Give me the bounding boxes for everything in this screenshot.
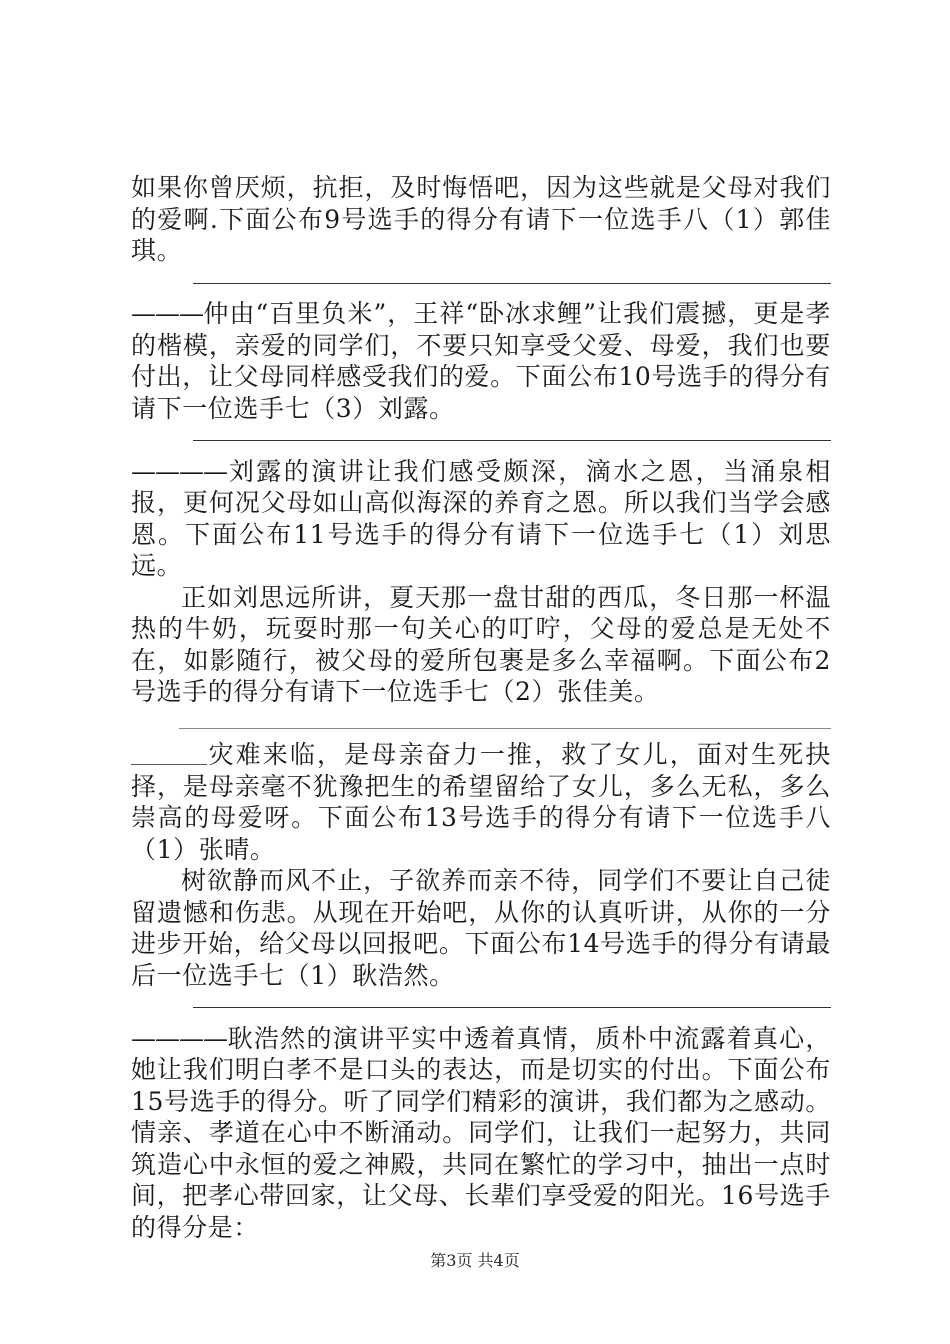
separator-rule [193,283,831,284]
paragraph-2-text: 仲由“百里负米”，王祥“卧冰求鲤”让我们震撼，更是孝的楷模，亲爱的同学们，不要只知享受父爱、母爱，我们也要付出，让父母同样感受我们的爱。下面公布10号选手的得分有请下一位选手七（3）刘露。 [131,299,831,423]
paragraph-7-text: 耿浩然的演讲平实中透着真情，质朴中流露着真心，她让我们明白孝不是口头的表达，而是切实的付出。下面公布15号选手的得分。听了同学们精彩的演讲，我们都为之感动。情亲、孝道在心中不断涌动。同学们，让我们一起努力，共同筑造心中永恒的爱之神殿，共同在繁忙的学习中，抽出一点时间，把孝心带回家，让父母、长辈们享受爱的阳光。16号选手的得分是： [131,1023,831,1242]
separator-line [131,708,831,740]
paragraph-2 [131,298,831,424]
separator-rule [193,440,831,441]
separator-rule [179,728,831,729]
paragraph-5-text: 灾难来临，是母亲奋力一推，救了女儿，面对生死抉择，是母亲毫不犹豫把生的希望留给了女儿，多么无私，多么崇高的母爱呀。下面公布13号选手的得分有请下一位选手八（1）张晴。 [131,740,831,864]
paragraph-4: 正如刘思远所讲，夏天那一盘甘甜的西瓜，冬日那一杯温热的牛奶，玩耍时那一句关心的叮咛，父母的爱总是无处不在，如影随行，被父母的爱所包裹是多么幸福啊。下面公布2号选手的得分有请下一位选手七（2）张佳美。 [131,582,831,706]
separator-line [131,991,831,1023]
page-footer: 第3页 共4页 [430,1251,520,1270]
paragraph-3 [131,456,831,582]
paragraph-7-lead: ———— [131,1023,227,1053]
paragraph-3-lead: ———— [131,456,227,486]
paragraph-2-lead: ——— [131,299,203,328]
document-body [131,172,831,1243]
blank-underline [131,740,207,765]
separator-line [131,267,831,299]
separator-line [131,424,831,456]
paragraph-1: 如果你曾厌烦，抗拒，及时悔悟吧，因为这些就是父母对我们的爱啊.下面公布9号选手的得分有请下一位选手八（1）郭佳琪。 [131,173,831,265]
paragraph-5 [131,739,831,865]
separator-rule [193,1007,831,1008]
paragraph-3-text: 刘露的演讲让我们感受颇深，滴水之恩，当涌泉相报，更何况父母如山高似海深的养育之恩。所以我们当学会感恩。下面公布11号选手的得分有请下一位选手七（1）刘思远。 [131,456,831,580]
paragraph-7 [131,1023,831,1244]
paragraph-6: 树欲静而风不止，子欲养而亲不待，同学们不要让自己徒留遗憾和伤悲。从现在开始吧，从你的认真听讲，从你的一分进步开始，给父母以回报吧。下面公布14号选手的得分有请最后一位选手七（1）耿浩然。 [131,866,831,990]
